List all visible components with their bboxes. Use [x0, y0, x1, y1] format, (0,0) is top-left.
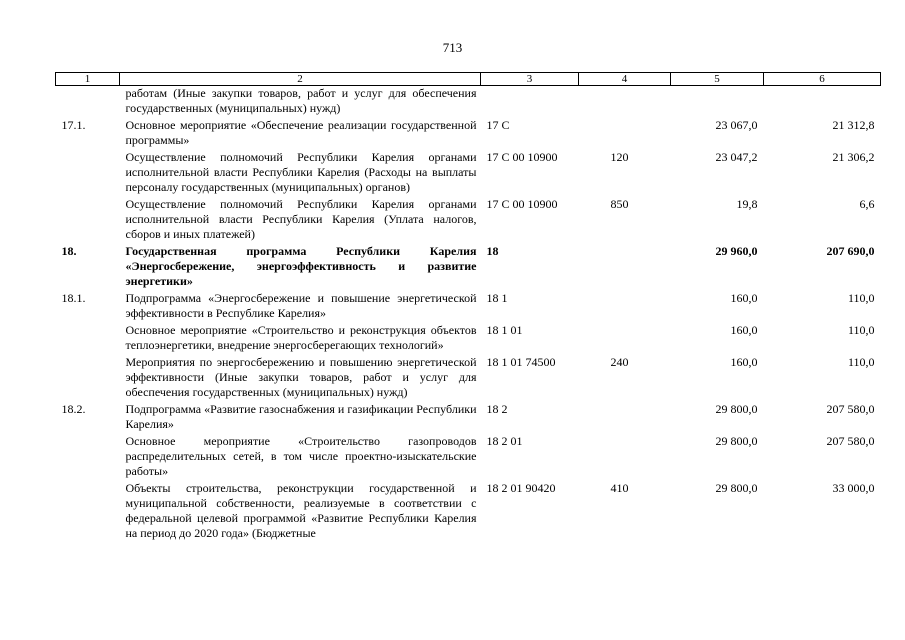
- row-amount-1: [671, 86, 764, 119]
- row-expense-type: 120: [610, 150, 629, 164]
- row-expense-type: 410: [610, 481, 629, 495]
- row-code: [481, 86, 579, 119]
- row-number: 18.1.: [61, 291, 86, 305]
- row-expense-type: [579, 244, 671, 291]
- row-amount-1: 160,0: [730, 355, 758, 369]
- row-expense-type: [579, 291, 671, 323]
- row-name: Основное мероприятие «Обеспечение реализации государственной программы»: [125, 118, 477, 147]
- table-row: [56, 323, 881, 355]
- row-name: Подпрограмма «Энергосбережение и повышение энергетической эффективности в Республике Карелия»: [125, 291, 477, 320]
- row-name: Подпрограмма «Развитие газоснабжения и газификации Республики Карелия»: [125, 402, 477, 431]
- table-row: [56, 118, 881, 150]
- row-name: работам (Иные закупки товаров, работ и услуг для обеспечения государственных (муниципальных) нужд): [125, 86, 477, 115]
- column-header-2: 2: [120, 73, 481, 86]
- row-code: 18 2 01: [486, 434, 523, 448]
- table-header-row: [56, 73, 881, 86]
- row-expense-type: [579, 86, 671, 119]
- row-amount-2: 110,0: [847, 291, 875, 305]
- row-amount-2: 33 000,0: [832, 481, 875, 495]
- row-amount-2: 21 306,2: [832, 150, 875, 164]
- column-header-6: 6: [764, 73, 881, 86]
- row-code: 17 С 00 10900: [486, 150, 558, 164]
- row-code: 17 С 00 10900: [486, 197, 558, 211]
- row-code: 18 1 01 74500: [486, 355, 556, 369]
- page-number: 713: [442, 40, 463, 55]
- row-number: [56, 323, 120, 355]
- row-amount-2: 207 580,0: [826, 434, 875, 448]
- row-code: 18 1: [486, 291, 508, 305]
- row-amount-1: 160,0: [730, 323, 758, 337]
- column-header-1: 1: [56, 73, 120, 86]
- row-name: Объекты строительства, реконструкции государственной и муниципальной собственности, реализуемые в соответствии с федеральной целевой программой «Развитие Республики Карелия на период до 2020 года» (Бюджетные: [125, 481, 477, 540]
- row-expense-type: [579, 118, 671, 150]
- table-row: [56, 434, 881, 481]
- row-amount-1: 19,8: [736, 197, 758, 211]
- row-expense-type: [579, 402, 671, 434]
- budget-table: [55, 72, 881, 543]
- table-row-program: [56, 244, 881, 291]
- row-code: 18: [486, 244, 499, 258]
- row-number: 17.1.: [61, 118, 86, 132]
- table-row: [56, 481, 881, 543]
- row-code: 17 С: [486, 118, 510, 132]
- row-amount-1: 23 067,0: [715, 118, 758, 132]
- table-row: [56, 86, 881, 119]
- row-amount-2: 21 312,8: [832, 118, 875, 132]
- row-number: 18.: [61, 244, 77, 258]
- row-code: 18 2: [486, 402, 508, 416]
- row-number: 18.2.: [61, 402, 86, 416]
- row-expense-type: 850: [610, 197, 629, 211]
- row-amount-1: 160,0: [730, 291, 758, 305]
- row-name: Мероприятия по энергосбережению и повышению энергетической эффективности (Иные закупки товаров, работ и услуг для обеспечения государственных (муниципальных) нужд): [125, 355, 477, 399]
- row-amount-2: 6,6: [859, 197, 875, 211]
- row-amount-2: [764, 86, 881, 119]
- table-body: [56, 86, 881, 544]
- row-amount-1: 29 800,0: [715, 434, 758, 448]
- row-amount-2: 110,0: [847, 355, 875, 369]
- row-code: 18 1 01: [486, 323, 523, 337]
- row-amount-2: 207 690,0: [826, 244, 875, 258]
- row-name: Государственная программа Республики Карелия «Энергосбережение, энергоэффективность и развитие энергетики»: [125, 244, 477, 288]
- row-amount-1: 29 960,0: [715, 244, 758, 258]
- row-amount-1: 23 047,2: [715, 150, 758, 164]
- row-expense-type: [579, 434, 671, 481]
- row-number: [56, 481, 120, 543]
- row-name: Осуществление полномочий Республики Карелия органами исполнительной власти Республики Карелия (Уплата налогов, сборов и иных платежей): [125, 197, 477, 241]
- column-header-3: 3: [481, 73, 579, 86]
- column-header-5: 5: [671, 73, 764, 86]
- row-name: Основное мероприятие «Строительство газопроводов распределительных сетей, в том числе проектно-изыскательские работы»: [125, 434, 477, 478]
- row-expense-type: 240: [610, 355, 629, 369]
- column-header-4: 4: [579, 73, 671, 86]
- table-row: [56, 291, 881, 323]
- row-amount-2: 110,0: [847, 323, 875, 337]
- row-number: [56, 86, 120, 119]
- row-amount-1: 29 800,0: [715, 402, 758, 416]
- table-row: [56, 150, 881, 197]
- row-number: [56, 197, 120, 244]
- row-number: [56, 150, 120, 197]
- table-row: [56, 402, 881, 434]
- row-amount-1: 29 800,0: [715, 481, 758, 495]
- row-expense-type: [579, 323, 671, 355]
- row-number: [56, 355, 120, 402]
- row-number: [56, 434, 120, 481]
- row-name: Основное мероприятие «Строительство и реконструкция объектов теплоэнергетики, внедрение энергосберегающих технологий»: [125, 323, 477, 352]
- row-amount-2: 207 580,0: [826, 402, 875, 416]
- table-row: [56, 197, 881, 244]
- row-code: 18 2 01 90420: [486, 481, 556, 495]
- table-row: [56, 355, 881, 402]
- row-name: Осуществление полномочий Республики Карелия органами исполнительной власти Республики Карелия (Расходы на выплаты персоналу государственных (муниципальных) органов): [125, 150, 477, 194]
